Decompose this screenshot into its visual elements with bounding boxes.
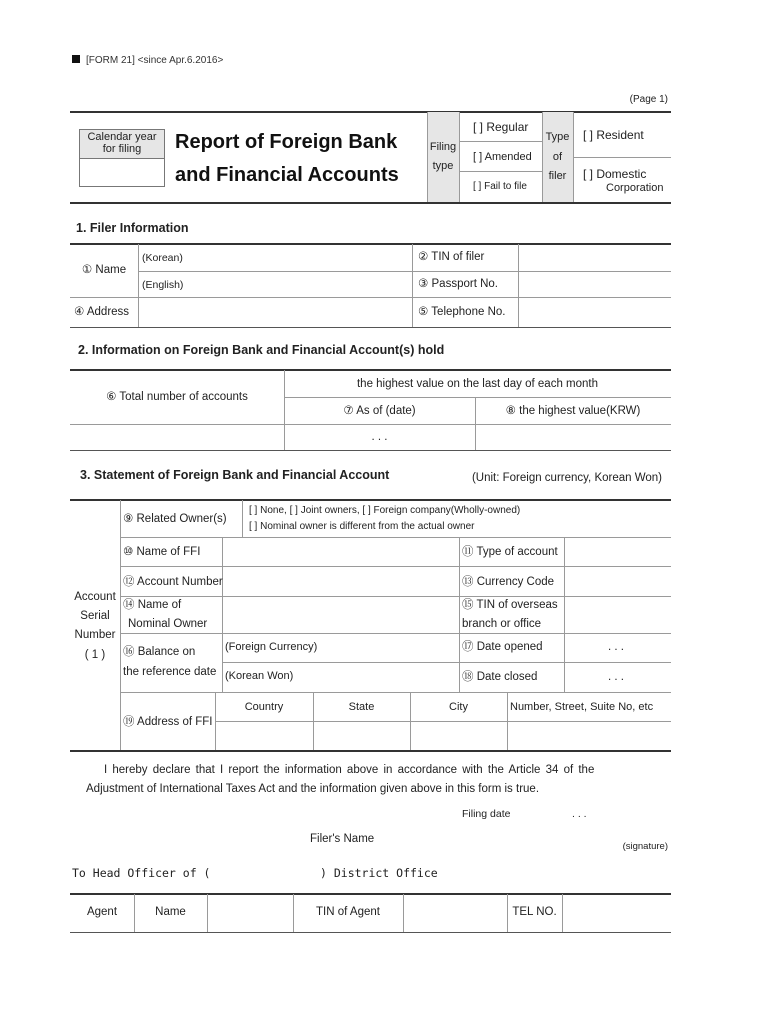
- account-number-field[interactable]: [223, 567, 458, 595]
- tin-overseas-label: ⑮ TIN of overseas: [462, 599, 558, 611]
- total-accounts-field[interactable]: [70, 425, 283, 449]
- currency-code-label: ⑬ Currency Code: [462, 576, 555, 588]
- calendar-year-box: [79, 129, 165, 187]
- account-serial-label: Account: [74, 591, 116, 603]
- name-label: ① Name: [81, 264, 127, 276]
- filers-name-label: Filer's Name: [310, 833, 375, 845]
- account-serial-number: ( 1 ): [84, 649, 106, 661]
- balance-label: the reference date: [123, 666, 217, 678]
- resident-checkbox[interactable]: [ ] Resident: [583, 128, 644, 142]
- square-bullet-icon: [72, 55, 80, 63]
- foreign-currency-label: (Foreign Currency): [225, 641, 318, 653]
- district-office-field[interactable]: [205, 863, 315, 883]
- name-english-field[interactable]: [200, 272, 410, 296]
- tin-filer-label: ② TIN of filer: [418, 251, 485, 263]
- divider: [70, 202, 671, 204]
- domestic-corporation-checkbox[interactable]: [ ] Domestic: [583, 167, 647, 181]
- tin-filer-field[interactable]: [519, 245, 670, 270]
- head-officer-label: To Head Officer of (: [72, 866, 211, 880]
- agent-tin-field[interactable]: [404, 895, 506, 931]
- signature-label: (signature): [622, 841, 668, 852]
- city-field[interactable]: [411, 722, 506, 749]
- page-title: Report of Foreign Bank: [175, 131, 398, 153]
- nominal-owner-field[interactable]: [223, 597, 458, 632]
- nominal-owner-option[interactable]: [ ] Nominal owner is different from the actual owner: [249, 521, 475, 532]
- type-of-filer-label: Type: [545, 131, 570, 143]
- address-label: ④ Address: [74, 306, 130, 318]
- agent-name-label: Name: [155, 906, 186, 918]
- tin-overseas-label: branch or office: [462, 618, 542, 630]
- filing-date-label: Filing date: [462, 808, 511, 820]
- city-column-header: City: [449, 701, 468, 713]
- domestic-corporation-label: Corporation: [606, 182, 664, 194]
- form-tag: [72, 55, 223, 67]
- street-field[interactable]: [508, 722, 670, 749]
- declaration-text: Adjustment of International Taxes Act and the information given above in this form is true.: [86, 783, 540, 795]
- passport-field[interactable]: [519, 272, 670, 296]
- type-of-account-label: ⑪ Type of account: [462, 546, 558, 558]
- calendar-year-field[interactable]: [80, 159, 164, 187]
- address-field[interactable]: [139, 298, 411, 326]
- balance-foreign-field[interactable]: [320, 634, 458, 661]
- agent-tel-field[interactable]: [563, 895, 670, 931]
- filing-type-label: type: [432, 160, 454, 172]
- related-owners-options[interactable]: [ ] None, [ ] Joint owners, [ ] Foreign company(Wholly-owned): [249, 505, 521, 516]
- total-accounts-label: ⑥ Total number of accounts: [106, 391, 248, 403]
- date-closed-field[interactable]: . . .: [608, 671, 624, 683]
- balance-label: ⑯ Balance on: [123, 646, 196, 658]
- currency-code-field[interactable]: [565, 567, 670, 595]
- district-office-label: ) District Office: [320, 866, 438, 880]
- amended-checkbox[interactable]: [ ] Amended: [473, 151, 532, 163]
- balance-krw-field[interactable]: [300, 663, 458, 691]
- unit-note: (Unit: Foreign currency, Korean Won): [471, 472, 662, 484]
- passport-label: ③ Passport No.: [418, 278, 498, 290]
- state-field[interactable]: [314, 722, 409, 749]
- form-tag-text: [FORM 21] <since Apr.6.2016>: [86, 55, 224, 66]
- account-serial-label: Number: [74, 629, 116, 641]
- as-of-date-label: ⑦ As of (date): [343, 405, 416, 417]
- account-number-label: ⑫ Account Number: [123, 576, 223, 588]
- agent-label: Agent: [86, 906, 118, 918]
- agent-tel-label: TEL NO.: [512, 906, 557, 918]
- filing-type-label: Filing: [429, 141, 457, 153]
- as-of-date-field[interactable]: . . .: [371, 431, 388, 443]
- filing-date-field[interactable]: . . .: [572, 808, 587, 820]
- ffi-name-field[interactable]: [223, 538, 458, 565]
- highest-value-field[interactable]: [476, 425, 670, 449]
- account-serial-label: Serial: [80, 610, 110, 622]
- section-2-title: 2. Information on Foreign Bank and Financial Account(s) hold: [78, 343, 445, 357]
- tin-overseas-field[interactable]: [565, 597, 670, 632]
- related-owners-label: ⑨ Related Owner(s): [123, 513, 227, 525]
- name-korean-field[interactable]: [200, 245, 410, 270]
- divider: [70, 111, 671, 113]
- telephone-field[interactable]: [519, 298, 670, 326]
- ffi-name-label: ⑩ Name of FFI: [123, 546, 201, 558]
- regular-checkbox[interactable]: [ ] Regular: [473, 120, 529, 134]
- page-title: and Financial Accounts: [175, 164, 399, 186]
- filers-name-field[interactable]: [395, 828, 610, 850]
- name-korean-label: (Korean): [142, 252, 183, 264]
- highest-value-krw-label: ⑧ the highest value(KRW): [505, 405, 641, 417]
- agent-tin-label: TIN of Agent: [316, 906, 380, 918]
- page-number: (Page 1): [629, 94, 668, 105]
- calendar-year-label: for filing: [102, 143, 142, 155]
- date-opened-field[interactable]: . . .: [608, 641, 624, 653]
- date-opened-label: ⑰ Date opened: [462, 641, 543, 653]
- address-ffi-label: ⑲ Address of FFI: [123, 716, 213, 728]
- declaration-text: I hereby declare that I report the information above in accordance with the Article 34 of the: [104, 764, 595, 776]
- nominal-owner-label: ⑭ Name of: [123, 599, 182, 611]
- section-3-title: 3. Statement of Foreign Bank and Financial Account: [80, 468, 390, 482]
- fail-to-file-checkbox[interactable]: [ ] Fail to file: [473, 181, 527, 192]
- agent-name-field[interactable]: [208, 895, 292, 931]
- section-1-title: 1. Filer Information: [76, 221, 189, 235]
- highest-value-caption: the highest value on the last day of each month: [356, 378, 599, 390]
- state-column-header: State: [348, 701, 375, 713]
- type-of-filer-label: filer: [548, 170, 567, 182]
- country-field[interactable]: [216, 722, 312, 749]
- telephone-label: ⑤ Telephone No.: [418, 306, 506, 318]
- nominal-owner-label: Nominal Owner: [128, 618, 208, 630]
- type-of-filer-label: of: [552, 151, 563, 163]
- calendar-year-label: Calendar year: [87, 131, 157, 143]
- date-closed-label: ⑱ Date closed: [462, 671, 538, 683]
- country-column-header: Country: [244, 701, 284, 713]
- korean-won-label: (Korean Won): [225, 670, 294, 682]
- name-english-label: (English): [142, 279, 184, 291]
- type-of-account-field[interactable]: [565, 538, 670, 565]
- street-column-header: Number, Street, Suite No, etc: [510, 701, 654, 713]
